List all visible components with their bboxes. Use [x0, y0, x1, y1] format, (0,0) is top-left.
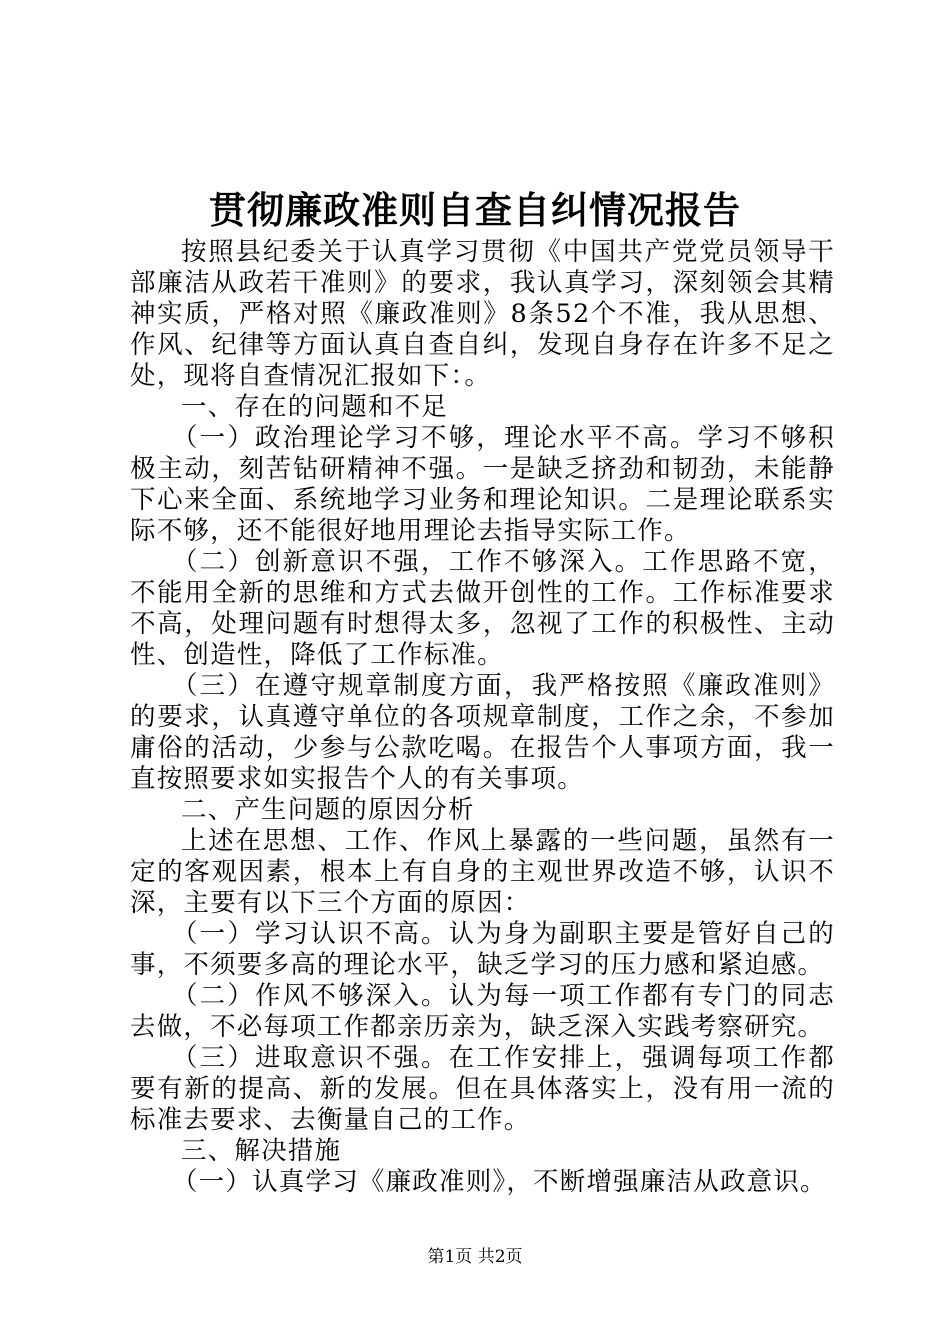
measure-item-1: （一）认真学习《廉政准则》，不断增强廉洁从政意识。 [172, 1167, 827, 1197]
cause-item-2: （二）作风不够深入。认为每一项工作都有专门的同志去做，不必每项工作都亲历亲为，缺乏深入实践考察研究。 [130, 981, 835, 1042]
page-footer: 第1页 共2页 [427, 1247, 523, 1267]
section-heading-2: 二、产生问题的原因分析 [181, 795, 475, 825]
cause-intro-paragraph: 上述在思想、工作、作风上暴露的一些问题，虽然有一定的客观因素，根本上有自身的主观世界改造不够，认识不深，主要有以下三个方面的原因： [130, 826, 835, 918]
problem-item-1: （一）政治理论学习不够，理论水平不高。学习不够积极主动，刻苦钻研精神不强。一是缺乏挤劲和韧劲，未能静下心来全面、系统地学习业务和理论知识。二是理论联系实际不够，还不能很好地用理论去指导实际工作。 [130, 423, 835, 546]
problem-item-2: （二）创新意识不强，工作不够深入。工作思路不宽，不能用全新的思维和方式去做开创性的工作。工作标准要求不高，处理问题有时想得太多，忽视了工作的积极性、主动性、创造性，降低了工作标准。 [130, 547, 835, 670]
section-heading-1: 一、存在的问题和不足 [181, 392, 449, 422]
cause-item-1: （一）学习认识不高。认为身为副职主要是管好自己的事，不须要多高的理论水平，缺乏学习的压力感和紧迫感。 [130, 919, 835, 980]
intro-paragraph: 按照县纪委关于认真学习贯彻《中国共产党党员领导干部廉洁从政若干准则》的要求，我认真学习，深刻领会其精神实质，严格对照《廉政准则》8条52个不准，我从思想、作风、纪律等方面认真自查自纠，发现自身存在许多不足之处，现将自查情况汇报如下：。 [130, 237, 835, 391]
problem-item-3: （三）在遵守规章制度方面，我严格按照《廉政准则》的要求，认真遵守单位的各项规章制度，工作之余，不参加庸俗的活动，少参与公款吃喝。在报告个人事项方面，我一直按照要求如实报告个人的有关事项。 [130, 671, 835, 794]
section-heading-3: 三、解决措施 [181, 1136, 342, 1166]
cause-item-3: （三）进取意识不强。在工作安排上，强调每项工作都要有新的提高、新的发展。但在具体落实上，没有用一流的标准去要求、去衡量自己的工作。 [130, 1043, 835, 1135]
page-title: 贯彻廉政准则自查自纠情况报告 [209, 188, 741, 232]
document-body [130, 237, 835, 1198]
